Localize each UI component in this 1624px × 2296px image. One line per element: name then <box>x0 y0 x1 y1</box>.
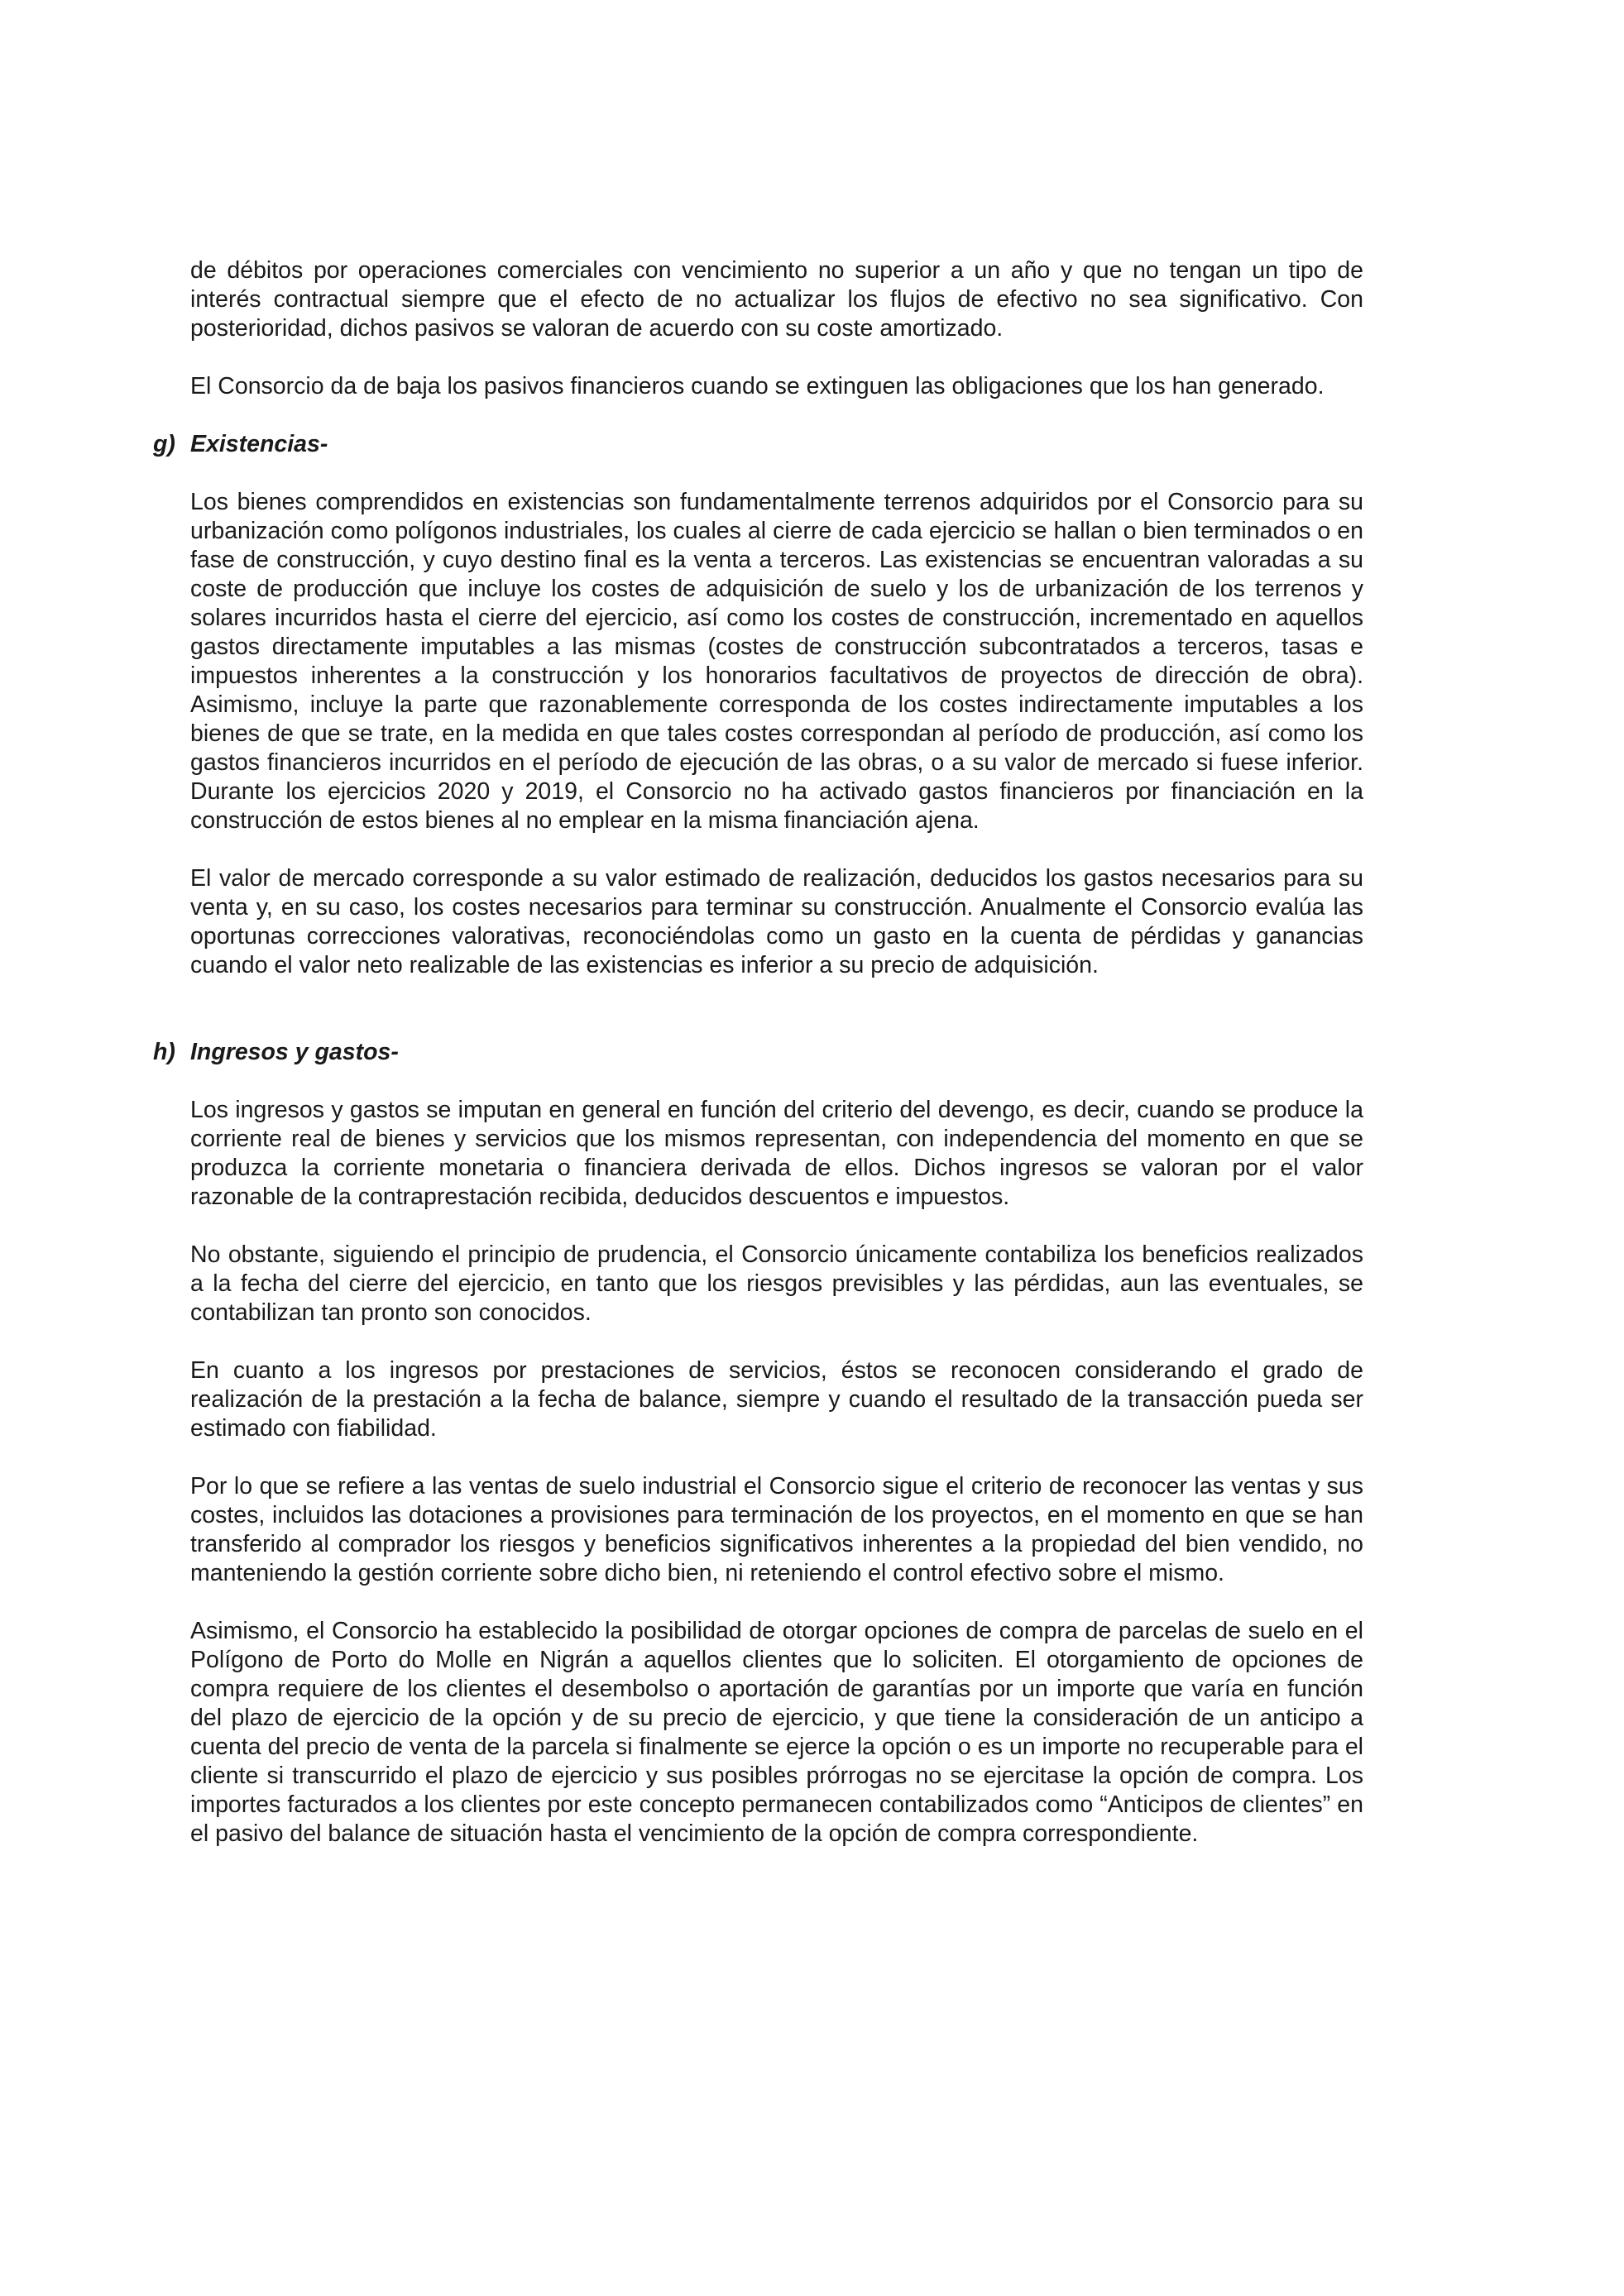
section-h-title: Ingresos y gastos- <box>190 1039 399 1065</box>
intro-paragraph-1: de débitos por operaciones comerciales con vencimiento no superior a un año y que no tengan un tipo de interés contractual siempre que el efecto de no actualizar los flujos de efectivo no sea significativo. Con posterioridad, dichos pasivos se valoran de acuerdo con su coste amortizado. <box>190 257 1363 342</box>
section-h-paragraph-2: No obstante, siguiendo el principio de prudencia, el Consorcio únicamente contabiliza los beneficios realizados a la fecha del cierre del ejercicio, en tanto que los riesgos previsibles y las pérdidas, aun las eventuales, se contabilizan tan pronto son conocidos. <box>190 1241 1363 1326</box>
page-content <box>153 256 1363 1877</box>
section-h-paragraph-1: Los ingresos y gastos se imputan en general en función del criterio del devengo, es decir, cuando se produce la corriente real de bienes y servicios que los mismos representan, con independencia del momento en que se produzca la corriente monetaria o financiera derivada de ellos. Dichos ingresos se valoran por el valor razonable de la contraprestación recibida, deducidos descuentos e impuestos. <box>190 1097 1363 1210</box>
section-g-title: Existencias- <box>190 431 328 457</box>
section-g-letter: g) <box>153 431 175 457</box>
section-h-paragraph-4: Por lo que se refiere a las ventas de suelo industrial el Consorcio sigue el criterio de reconocer las ventas y sus costes, incluidos las dotaciones a provisiones para terminación de los proyectos, en el momento en que se han transferido al comprador los riesgos y beneficios significativos inherentes a la propiedad del bien vendido, no manteniendo la gestión corriente sobre dicho bien, ni reteniendo el control efectivo sobre el mismo. <box>190 1473 1363 1586</box>
section-g-paragraph-1: Los bienes comprendidos en existencias son fundamentalmente terrenos adquiridos por el Consorcio para su urbanización como polígonos industriales, los cuales al cierre de cada ejercicio se hallan o bien terminados o en fase de construcción, y cuyo destino final es la venta a terceros. Las existencias se encuentran valoradas a su coste de producción que incluye los costes de adquisición de suelo y los de urbanización de los terrenos y solares incurridos hasta el cierre del ejercicio, así como los costes de construcción, incrementado en aquellos gastos directamente imputables a las mismas (costes de construcción subcontratados a terceros, tasas e impuestos inherentes a la construcción y los honorarios facultativos de proyectos de dirección de obra). Asimismo, incluye la parte que razonablemente corresponda de los costes indirectamente imputables a los bienes de que se trate, en la medida en que tales costes correspondan al período de producción, así como los gastos financieros incurridos en el período de ejecución de las obras, o a su valor de mercado si fuese inferior. Durante los ejercicios 2020 y 2019, el Consorcio no ha activado gastos financieros por financiación en la construcción de estos bienes al no emplear en la misma financiación ajena. <box>190 489 1363 834</box>
section-h-paragraph-5: Asimismo, el Consorcio ha establecido la posibilidad de otorgar opciones de compra de parcelas de suelo en el Polígono de Porto do Molle en Nigrán a aquellos clientes que lo soliciten. El otorgamiento de opciones de compra requiere de los clientes el desembolso o aportación de garantías por un importe que varía en función del plazo de ejercicio de la opción y de su precio de ejercicio, y que tiene la consideración de un anticipo a cuenta del precio de venta de la parcela si finalmente se ejerce la opción o es un importe no recuperable para el cliente si transcurrido el plazo de ejercicio y sus posibles prórrogas no se ejercitase la opción de compra. Los importes facturados a los clientes por este concepto permanecen contabilizados como “Anticipos de clientes” en el pasivo del balance de situación hasta el vencimiento de la opción de compra correspondiente. <box>190 1618 1363 1847</box>
section-h-letter: h) <box>153 1039 175 1065</box>
section-g-paragraph-2: El valor de mercado corresponde a su valor estimado de realización, deducidos los gastos necesarios para su venta y, en su caso, los costes necesarios para terminar su construcción. Anualmente el Consorcio evalúa las oportunas correcciones valorativas, reconociéndolas como un gasto en la cuenta de pérdidas y ganancias cuando el valor neto realizable de las existencias es inferior a su precio de adquisición. <box>190 865 1363 978</box>
section-h-paragraph-3: En cuanto a los ingresos por prestaciones de servicios, éstos se reconocen considerando el grado de realización de la prestación a la fecha de balance, siempre y cuando el resultado de la transacción pueda ser estimado con fiabilidad. <box>190 1357 1363 1442</box>
section-g-heading <box>153 430 1363 459</box>
section-h-heading <box>153 1038 1363 1067</box>
intro-paragraph-2: El Consorcio da de baja los pasivos financieros cuando se extinguen las obligaciones que los han generado. <box>190 373 1325 399</box>
